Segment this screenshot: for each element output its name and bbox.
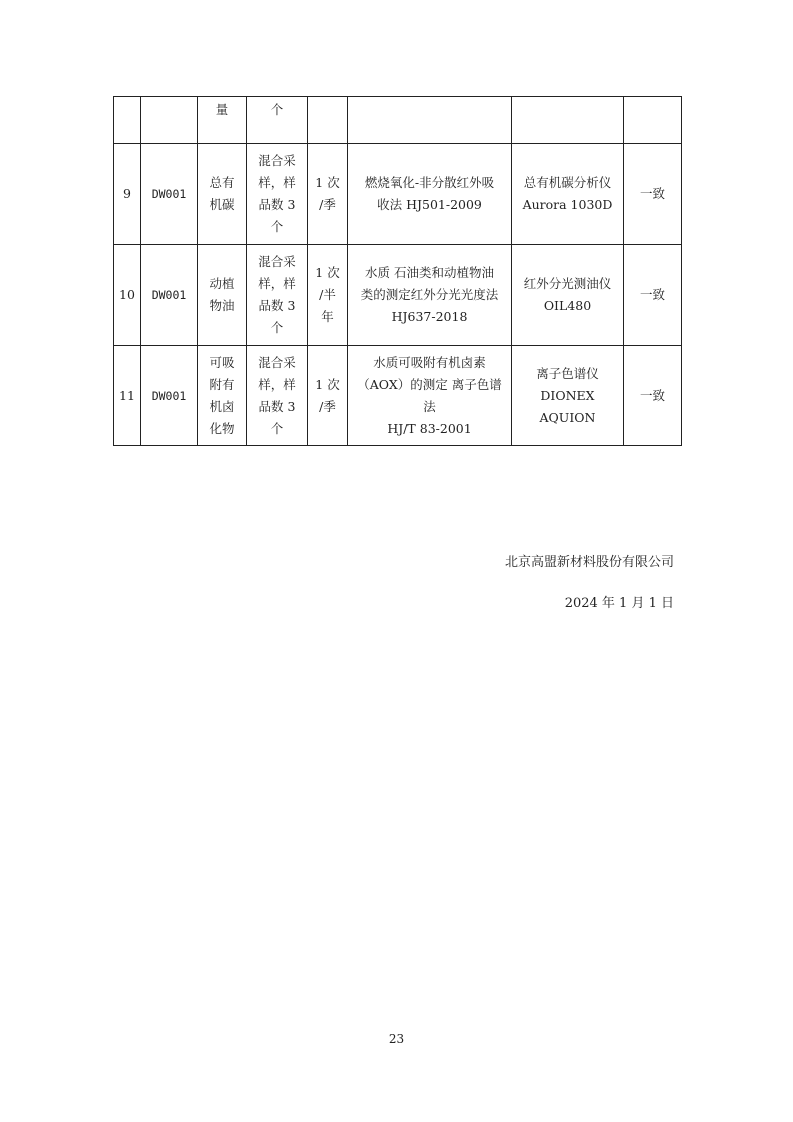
monitoring-point: DW001 (141, 245, 198, 346)
monitoring-point: DW001 (141, 346, 198, 446)
frequency: 1 次 /半 年 (308, 245, 348, 346)
sampling-method: 混合采 样，样 品数 3 个 (247, 245, 308, 346)
instrument: 总有机碳分析仪 Aurora 1030D (512, 144, 624, 245)
frequency: 1 次 /季 (308, 144, 348, 245)
result: 一致 (624, 346, 682, 446)
row-number: 9 (114, 144, 141, 245)
page-number: 23 (388, 1032, 405, 1046)
monitoring-point: DW001 (141, 144, 198, 245)
result: 一致 (624, 144, 682, 245)
cell: 量 (198, 97, 247, 144)
frequency: 1 次 /季 (308, 346, 348, 446)
instrument: 离子色谱仪 DIONEX AQUION (512, 346, 624, 446)
result: 一致 (624, 245, 682, 346)
signature-date: 2024 年 1 月 1 日 (564, 596, 674, 611)
row-number: 10 (114, 245, 141, 346)
table-row (114, 144, 682, 245)
cell (308, 97, 348, 144)
table-row-continuation (114, 97, 682, 144)
cell (114, 97, 141, 144)
row-number: 11 (114, 346, 141, 446)
monitoring-item: 动植 物油 (198, 245, 247, 346)
instrument: 红外分光测油仪 OIL480 (512, 245, 624, 346)
table-row (114, 245, 682, 346)
cell (512, 97, 624, 144)
sampling-method: 混合采 样，样 品数 3 个 (247, 144, 308, 245)
cell (624, 97, 682, 144)
analysis-method: 燃烧氧化-非分散红外吸 收法 HJ501-2009 (348, 144, 512, 245)
analysis-method: 水质 石油类和动植物油 类的测定红外分光光度法 HJ637-2018 (348, 245, 512, 346)
analysis-method: 水质可吸附有机卤素 （AOX）的测定 离子色谱 法 HJ/T 83-2001 (348, 346, 512, 446)
monitoring-item: 可吸 附有 机卤 化物 (198, 346, 247, 446)
monitoring-item: 总有 机碳 (198, 144, 247, 245)
cell: 个 (247, 97, 308, 144)
company-name: 北京高盟新材料股份有限公司 (504, 555, 674, 570)
sampling-method: 混合采 样，样 品数 3 个 (247, 346, 308, 446)
cell (348, 97, 512, 144)
table-row (114, 346, 682, 446)
monitoring-table (113, 96, 682, 446)
cell (141, 97, 198, 144)
